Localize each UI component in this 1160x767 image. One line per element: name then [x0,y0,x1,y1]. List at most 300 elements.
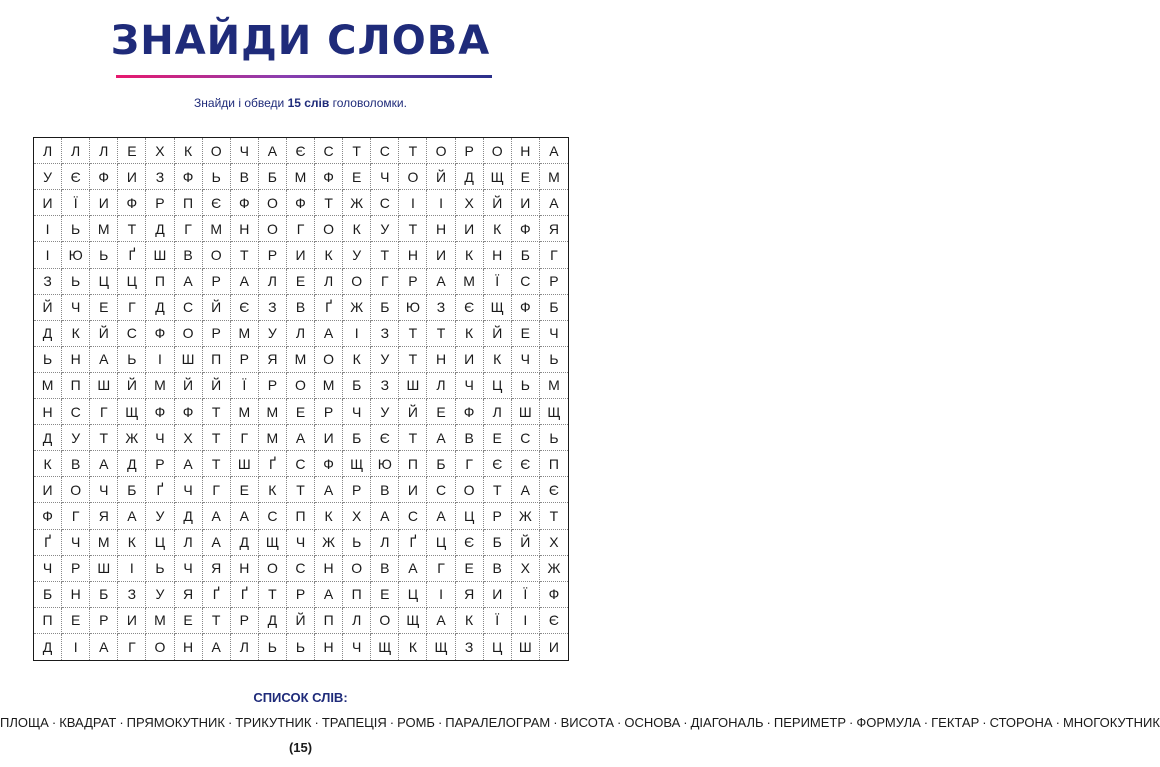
grid-cell[interactable]: Т [399,425,427,451]
grid-cell[interactable]: У [371,399,399,425]
grid-cell[interactable]: Г [90,399,118,425]
grid-cell[interactable]: Н [512,138,540,164]
grid-cell[interactable]: Л [259,269,287,295]
grid-cell[interactable]: Р [343,477,371,503]
grid-cell[interactable]: Г [231,425,259,451]
grid-cell[interactable]: О [259,556,287,582]
grid-cell[interactable]: О [62,477,90,503]
grid-cell[interactable]: В [456,425,484,451]
grid-cell[interactable]: І [399,190,427,216]
grid-cell[interactable]: Р [259,373,287,399]
grid-cell[interactable]: М [456,269,484,295]
grid-cell[interactable]: Й [427,164,455,190]
grid-cell[interactable]: К [175,138,203,164]
grid-cell[interactable]: Ж [540,556,568,582]
grid-cell[interactable]: Ф [231,190,259,216]
grid-cell[interactable]: Ч [231,138,259,164]
grid-cell[interactable]: Н [427,347,455,373]
grid-cell[interactable]: К [484,347,512,373]
grid-cell[interactable]: Є [62,164,90,190]
grid-cell[interactable]: А [427,269,455,295]
grid-cell[interactable]: Ґ [118,242,146,268]
grid-cell[interactable]: М [90,216,118,242]
grid-cell[interactable]: Д [34,425,62,451]
grid-cell[interactable]: Ч [343,634,371,660]
grid-cell[interactable]: З [427,295,455,321]
grid-cell[interactable]: Ь [90,242,118,268]
grid-cell[interactable]: Л [371,530,399,556]
grid-cell[interactable]: К [315,242,343,268]
grid-cell[interactable]: Г [118,295,146,321]
grid-cell[interactable]: И [118,164,146,190]
grid-cell[interactable]: В [287,295,315,321]
grid-cell[interactable]: Б [343,425,371,451]
grid-cell[interactable]: Ю [371,451,399,477]
grid-cell[interactable]: Я [175,582,203,608]
grid-cell[interactable]: Ї [512,582,540,608]
grid-cell[interactable]: Ж [118,425,146,451]
grid-cell[interactable]: Ч [62,530,90,556]
grid-cell[interactable]: Є [456,530,484,556]
grid-cell[interactable]: З [146,164,174,190]
grid-cell[interactable]: Й [484,190,512,216]
grid-cell[interactable]: З [118,582,146,608]
grid-cell[interactable]: Я [90,503,118,529]
grid-cell[interactable]: Ґ [259,451,287,477]
grid-cell[interactable]: У [371,216,399,242]
grid-cell[interactable]: Ц [90,269,118,295]
grid-cell[interactable]: Т [231,242,259,268]
grid-cell[interactable]: М [90,530,118,556]
grid-cell[interactable]: А [118,503,146,529]
grid-cell[interactable]: Р [231,347,259,373]
grid-cell[interactable]: О [343,556,371,582]
grid-cell[interactable]: Л [484,399,512,425]
grid-cell[interactable]: Ж [343,295,371,321]
grid-cell[interactable]: Е [118,138,146,164]
grid-cell[interactable]: І [34,242,62,268]
grid-cell[interactable]: Є [231,295,259,321]
grid-cell[interactable]: Т [540,503,568,529]
grid-cell[interactable]: Щ [371,634,399,660]
grid-cell[interactable]: Є [287,138,315,164]
grid-cell[interactable]: Ь [343,530,371,556]
grid-cell[interactable]: К [456,608,484,634]
grid-cell[interactable]: Б [371,295,399,321]
grid-cell[interactable]: Ш [399,373,427,399]
grid-cell[interactable]: Ї [62,190,90,216]
grid-cell[interactable]: Б [540,295,568,321]
word-search-grid[interactable] [33,137,569,661]
grid-cell[interactable]: М [540,373,568,399]
grid-cell[interactable]: Ш [512,399,540,425]
grid-cell[interactable]: Е [512,164,540,190]
grid-cell[interactable]: Б [512,242,540,268]
grid-cell[interactable]: Д [456,164,484,190]
grid-cell[interactable]: А [315,321,343,347]
grid-cell[interactable]: Т [203,451,231,477]
grid-cell[interactable]: Й [203,295,231,321]
grid-cell[interactable]: А [90,347,118,373]
grid-cell[interactable]: Р [287,582,315,608]
grid-cell[interactable]: П [34,608,62,634]
grid-cell[interactable]: Н [231,556,259,582]
grid-cell[interactable]: К [456,321,484,347]
grid-cell[interactable]: Є [456,295,484,321]
grid-cell[interactable]: А [315,582,343,608]
grid-cell[interactable]: У [146,582,174,608]
grid-cell[interactable]: Т [118,216,146,242]
grid-cell[interactable]: Ф [315,164,343,190]
grid-cell[interactable]: А [540,138,568,164]
grid-cell[interactable]: Т [343,138,371,164]
grid-cell[interactable]: Ф [315,451,343,477]
grid-cell[interactable]: В [484,556,512,582]
grid-cell[interactable]: С [62,399,90,425]
grid-cell[interactable]: Ю [399,295,427,321]
grid-cell[interactable]: Ф [512,216,540,242]
grid-cell[interactable]: З [371,321,399,347]
grid-cell[interactable]: Д [118,451,146,477]
grid-cell[interactable]: Ь [512,373,540,399]
grid-cell[interactable]: Є [203,190,231,216]
grid-cell[interactable]: И [34,477,62,503]
grid-cell[interactable]: Щ [343,451,371,477]
grid-cell[interactable]: Ж [315,530,343,556]
grid-cell[interactable]: У [343,242,371,268]
grid-cell[interactable]: К [118,530,146,556]
grid-cell[interactable]: Ф [118,190,146,216]
grid-cell[interactable]: К [34,451,62,477]
grid-cell[interactable]: Р [146,190,174,216]
grid-cell[interactable]: Д [175,503,203,529]
grid-cell[interactable]: М [540,164,568,190]
grid-cell[interactable]: Ц [456,503,484,529]
grid-cell[interactable]: Д [146,295,174,321]
grid-cell[interactable]: П [399,451,427,477]
grid-cell[interactable]: М [146,373,174,399]
grid-cell[interactable]: Г [118,634,146,660]
grid-cell[interactable]: Є [484,451,512,477]
grid-cell[interactable]: М [259,425,287,451]
grid-cell[interactable]: О [399,164,427,190]
grid-cell[interactable]: Л [427,373,455,399]
grid-cell[interactable]: Б [343,373,371,399]
grid-cell[interactable]: А [203,530,231,556]
grid-cell[interactable]: А [175,451,203,477]
grid-cell[interactable]: Ї [484,269,512,295]
grid-cell[interactable]: В [175,242,203,268]
grid-cell[interactable]: Н [62,347,90,373]
grid-cell[interactable]: С [371,138,399,164]
grid-cell[interactable]: И [90,190,118,216]
grid-cell[interactable]: Н [62,582,90,608]
grid-cell[interactable]: М [203,216,231,242]
grid-cell[interactable]: Р [146,451,174,477]
grid-cell[interactable]: Т [315,190,343,216]
grid-cell[interactable]: Ш [146,242,174,268]
grid-cell[interactable]: Н [231,216,259,242]
grid-cell[interactable]: Л [90,138,118,164]
grid-cell[interactable]: Ї [231,373,259,399]
grid-cell[interactable]: Б [484,530,512,556]
grid-cell[interactable]: Ь [118,347,146,373]
grid-cell[interactable]: П [175,190,203,216]
grid-cell[interactable]: Й [399,399,427,425]
grid-cell[interactable]: С [118,321,146,347]
grid-cell[interactable]: Й [484,321,512,347]
grid-cell[interactable]: Й [203,373,231,399]
grid-cell[interactable]: У [371,347,399,373]
grid-cell[interactable]: З [456,634,484,660]
grid-cell[interactable]: М [231,399,259,425]
grid-cell[interactable]: Ф [146,399,174,425]
grid-cell[interactable]: П [287,503,315,529]
grid-cell[interactable]: Р [540,269,568,295]
grid-cell[interactable]: У [259,321,287,347]
grid-cell[interactable]: Й [287,608,315,634]
grid-cell[interactable]: О [484,138,512,164]
grid-cell[interactable]: Л [34,138,62,164]
grid-cell[interactable]: Я [259,347,287,373]
grid-cell[interactable]: Л [343,608,371,634]
grid-cell[interactable]: Щ [484,295,512,321]
grid-cell[interactable]: Щ [399,608,427,634]
grid-cell[interactable]: Т [259,582,287,608]
grid-cell[interactable]: О [175,321,203,347]
grid-cell[interactable]: Ч [146,425,174,451]
grid-cell[interactable]: С [512,425,540,451]
grid-cell[interactable]: Т [427,321,455,347]
grid-cell[interactable]: Й [34,295,62,321]
grid-cell[interactable]: Ч [540,321,568,347]
grid-cell[interactable]: Ж [343,190,371,216]
grid-cell[interactable]: А [399,556,427,582]
grid-cell[interactable]: Ь [62,269,90,295]
grid-cell[interactable]: С [287,556,315,582]
grid-cell[interactable]: Р [231,608,259,634]
grid-cell[interactable]: Л [231,634,259,660]
grid-cell[interactable]: И [287,242,315,268]
grid-cell[interactable]: Ш [90,373,118,399]
grid-cell[interactable]: О [287,373,315,399]
grid-cell[interactable]: Е [343,164,371,190]
grid-cell[interactable]: К [484,216,512,242]
grid-cell[interactable]: С [315,138,343,164]
grid-cell[interactable]: И [512,190,540,216]
grid-cell[interactable]: Ї [484,608,512,634]
grid-cell[interactable]: У [34,164,62,190]
grid-cell[interactable]: А [427,608,455,634]
grid-cell[interactable]: И [456,216,484,242]
grid-cell[interactable]: Ь [259,634,287,660]
grid-cell[interactable]: Л [287,321,315,347]
grid-cell[interactable]: Ф [34,503,62,529]
grid-cell[interactable]: Й [90,321,118,347]
grid-cell[interactable]: Ц [484,634,512,660]
grid-cell[interactable]: С [427,477,455,503]
grid-cell[interactable]: Б [34,582,62,608]
grid-cell[interactable]: Ґ [34,530,62,556]
grid-cell[interactable]: А [231,503,259,529]
grid-cell[interactable]: А [231,269,259,295]
grid-cell[interactable]: Я [540,216,568,242]
grid-cell[interactable]: К [456,242,484,268]
grid-cell[interactable]: Ш [512,634,540,660]
grid-cell[interactable]: Л [175,530,203,556]
grid-cell[interactable]: Ч [371,164,399,190]
grid-cell[interactable]: Р [484,503,512,529]
grid-cell[interactable]: Р [203,321,231,347]
grid-cell[interactable]: Ь [62,216,90,242]
grid-cell[interactable]: Є [371,425,399,451]
grid-cell[interactable]: І [62,634,90,660]
grid-cell[interactable]: И [118,608,146,634]
grid-cell[interactable]: Х [512,556,540,582]
grid-cell[interactable]: Н [427,216,455,242]
grid-cell[interactable]: Т [90,425,118,451]
grid-cell[interactable]: Н [175,634,203,660]
grid-cell[interactable]: Ь [203,164,231,190]
grid-cell[interactable]: Е [371,582,399,608]
grid-cell[interactable]: Ч [456,373,484,399]
grid-cell[interactable]: Ч [90,477,118,503]
grid-cell[interactable]: Ь [34,347,62,373]
grid-cell[interactable]: Й [175,373,203,399]
grid-cell[interactable]: Ц [484,373,512,399]
grid-cell[interactable]: Ч [343,399,371,425]
grid-cell[interactable]: А [371,503,399,529]
grid-cell[interactable]: Р [90,608,118,634]
grid-cell[interactable]: Р [399,269,427,295]
grid-cell[interactable]: М [315,373,343,399]
grid-cell[interactable]: И [548,638,559,655]
grid-cell[interactable]: Н [484,242,512,268]
grid-cell[interactable]: Щ [484,164,512,190]
grid-cell[interactable]: Г [62,503,90,529]
grid-cell[interactable]: Б [259,164,287,190]
grid-cell[interactable]: В [62,451,90,477]
grid-cell[interactable]: А [175,269,203,295]
grid-cell[interactable]: Я [456,582,484,608]
grid-cell[interactable]: Т [399,321,427,347]
grid-cell[interactable]: О [259,216,287,242]
grid-cell[interactable]: Г [371,269,399,295]
grid-cell[interactable]: О [203,242,231,268]
grid-cell[interactable]: О [371,608,399,634]
grid-cell[interactable]: А [90,451,118,477]
grid-cell[interactable]: Е [62,608,90,634]
grid-cell[interactable]: К [259,477,287,503]
grid-cell[interactable]: М [231,321,259,347]
grid-cell[interactable]: С [287,451,315,477]
grid-cell[interactable]: Т [371,242,399,268]
grid-cell[interactable]: А [427,425,455,451]
grid-cell[interactable]: Ч [512,347,540,373]
grid-cell[interactable]: А [259,138,287,164]
grid-cell[interactable]: Н [315,634,343,660]
grid-cell[interactable]: Т [203,608,231,634]
grid-cell[interactable]: О [315,216,343,242]
grid-cell[interactable]: Н [34,399,62,425]
grid-cell[interactable]: Ґ [146,477,174,503]
grid-cell[interactable]: К [399,634,427,660]
grid-cell[interactable]: І [343,321,371,347]
grid-cell[interactable]: О [203,138,231,164]
grid-cell[interactable]: Х [456,190,484,216]
grid-cell[interactable]: Г [175,216,203,242]
grid-cell[interactable]: Ц [146,530,174,556]
grid-cell[interactable]: Е [287,269,315,295]
grid-cell[interactable]: К [315,503,343,529]
grid-cell[interactable]: Б [90,582,118,608]
grid-cell[interactable]: Ґ [203,582,231,608]
grid-cell[interactable]: Р [203,269,231,295]
grid-cell[interactable]: Г [427,556,455,582]
grid-cell[interactable]: Г [203,477,231,503]
grid-cell[interactable]: А [287,425,315,451]
grid-cell[interactable]: М [287,164,315,190]
grid-cell[interactable]: И [34,190,62,216]
grid-cell[interactable]: П [343,582,371,608]
grid-cell[interactable]: Ч [175,477,203,503]
grid-cell[interactable]: И [399,477,427,503]
grid-cell[interactable]: Т [203,399,231,425]
grid-cell[interactable]: Щ [118,399,146,425]
grid-cell[interactable]: И [427,242,455,268]
grid-cell[interactable]: А [203,503,231,529]
grid-cell[interactable]: Я [203,556,231,582]
grid-cell[interactable]: Н [315,556,343,582]
grid-cell[interactable]: С [512,269,540,295]
grid-cell[interactable]: Д [34,321,62,347]
grid-cell[interactable]: Ч [62,295,90,321]
grid-cell[interactable]: Е [231,477,259,503]
grid-cell[interactable]: Є [512,451,540,477]
grid-cell[interactable]: У [62,425,90,451]
grid-cell[interactable]: Щ [427,634,455,660]
grid-cell[interactable]: Ф [90,164,118,190]
grid-cell[interactable]: П [62,373,90,399]
grid-cell[interactable]: Г [456,451,484,477]
grid-cell[interactable]: З [371,373,399,399]
grid-cell[interactable]: Й [118,373,146,399]
grid-cell[interactable]: Д [146,216,174,242]
grid-cell[interactable]: І [427,582,455,608]
grid-cell[interactable]: А [315,477,343,503]
grid-cell[interactable]: Ш [231,451,259,477]
grid-cell[interactable]: Г [540,242,568,268]
grid-cell[interactable]: Ф [175,399,203,425]
grid-cell[interactable]: М [287,347,315,373]
grid-cell[interactable]: П [315,608,343,634]
grid-cell[interactable]: Й [512,530,540,556]
grid-cell[interactable]: Е [287,399,315,425]
grid-cell[interactable]: Ґ [399,530,427,556]
grid-cell[interactable]: Ш [175,347,203,373]
grid-cell[interactable]: Х [146,138,174,164]
grid-cell[interactable]: К [343,216,371,242]
grid-cell[interactable]: Д [34,634,62,660]
grid-cell[interactable]: Т [203,425,231,451]
grid-cell[interactable]: П [540,451,568,477]
grid-cell[interactable]: Є [540,477,568,503]
grid-cell[interactable]: О [456,477,484,503]
grid-cell[interactable]: К [343,347,371,373]
grid-cell[interactable]: Ж [512,503,540,529]
grid-cell[interactable]: С [399,503,427,529]
grid-cell[interactable]: Б [427,451,455,477]
